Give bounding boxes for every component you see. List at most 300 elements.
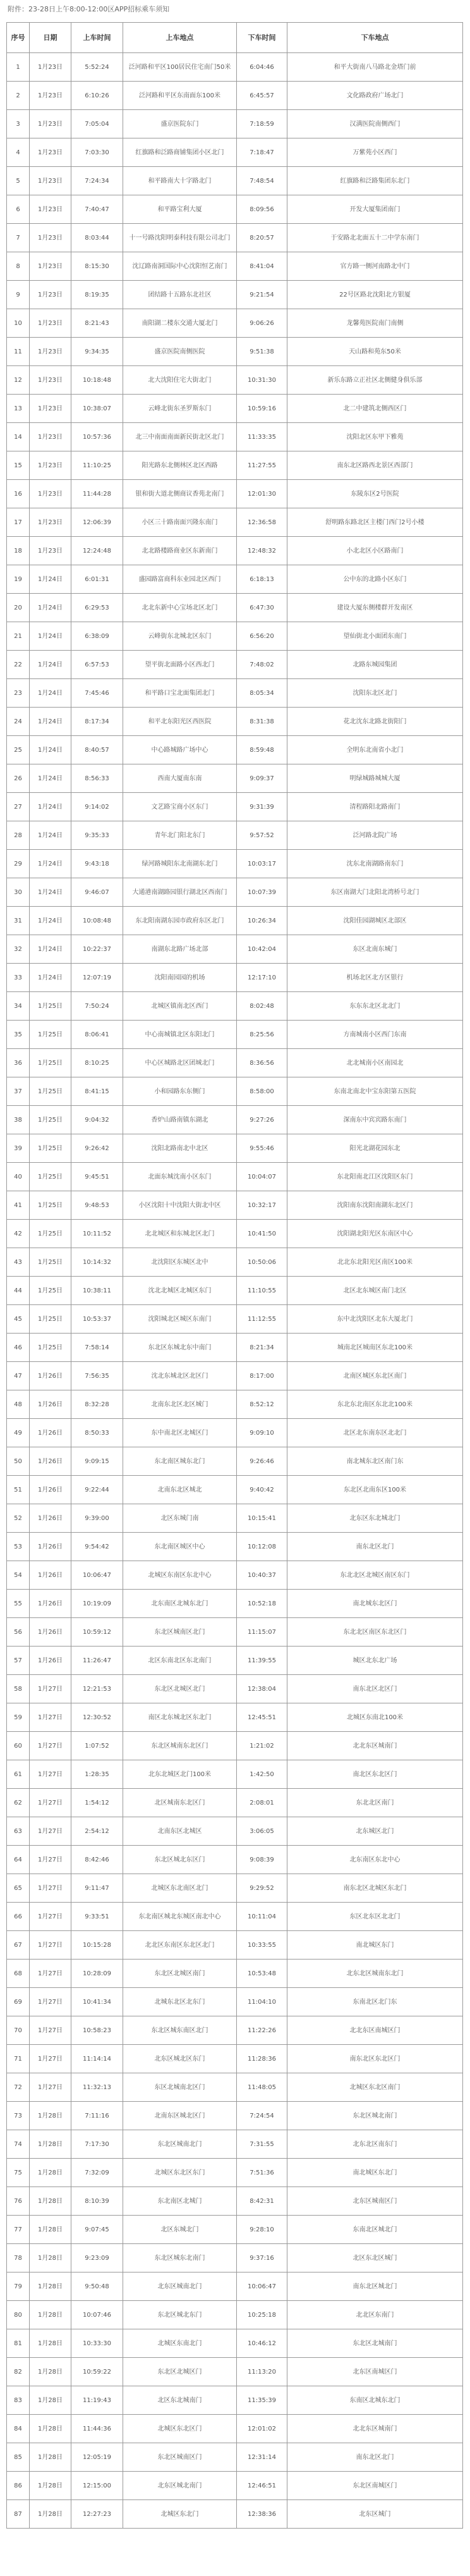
cell-alight-time: 10:50:06 — [237, 1248, 287, 1276]
cell-date: 1月28日 — [30, 2102, 71, 2130]
cell-board-place: 沈北东城北区北区门 — [123, 1362, 237, 1390]
cell-board-place: 东北南区北城门 — [123, 2187, 237, 2215]
cell-board-place: 北面东城沈南小区东门 — [123, 1163, 237, 1191]
cell-index: 13 — [7, 395, 30, 422]
cell-board-place: 北区东南北区东北南门 — [123, 1647, 237, 1674]
cell-alight-time: 8:58:00 — [237, 1077, 287, 1105]
cell-board-time: 8:10:25 — [71, 1049, 123, 1077]
cell-alight-place: 东南北南北中宝东阳第五医院 — [287, 1077, 463, 1105]
cell-date: 1月27日 — [30, 2073, 71, 2101]
table-row — [7, 1533, 463, 1561]
cell-alight-time: 9:21:54 — [237, 281, 287, 309]
cell-alight-time: 9:37:16 — [237, 2244, 287, 2272]
table-row — [7, 651, 463, 679]
cell-index: 71 — [7, 2045, 30, 2073]
cell-alight-time: 11:39:55 — [237, 1647, 287, 1674]
cell-alight-time: 8:36:56 — [237, 1049, 287, 1077]
cell-board-time: 6:29:53 — [71, 594, 123, 622]
cell-board-place: 北城区东南区东北中心 — [123, 1561, 237, 1589]
table-row — [7, 1248, 463, 1277]
cell-index: 17 — [7, 508, 30, 536]
cell-index: 84 — [7, 2415, 30, 2443]
table-row — [7, 964, 463, 992]
cell-index: 75 — [7, 2159, 30, 2187]
cell-board-time: 8:15:30 — [71, 252, 123, 280]
cell-alight-place: 南东北区北区门 — [287, 1675, 463, 1703]
cell-board-place: 东北区城北东区门 — [123, 1846, 237, 1874]
cell-board-place: 和平路南大十字路北门 — [123, 167, 237, 195]
table-row — [7, 167, 463, 195]
cell-alight-time: 8:05:34 — [237, 679, 287, 707]
cell-alight-place: 开发大厦集团南门 — [287, 195, 463, 223]
cell-alight-place: 东中北沈阳区北东大厦北门 — [287, 1305, 463, 1333]
cell-alight-place: 南北城区东门 — [287, 1931, 463, 1959]
cell-board-time: 9:23:09 — [71, 2244, 123, 2272]
cell-alight-time: 8:41:04 — [237, 252, 287, 280]
cell-alight-time: 8:09:56 — [237, 195, 287, 223]
cell-date: 1月24日 — [30, 736, 71, 764]
cell-alight-time: 10:25:18 — [237, 2301, 287, 2329]
cell-alight-time: 9:57:52 — [237, 821, 287, 849]
cell-alight-time: 9:28:10 — [237, 2216, 287, 2243]
table-row — [7, 992, 463, 1021]
cell-date: 1月25日 — [30, 1106, 71, 1134]
cell-index: 19 — [7, 565, 30, 593]
table-row — [7, 1760, 463, 1789]
cell-board-place: 十一号路沈阳明泰科技有限公司北门 — [123, 224, 237, 252]
cell-date: 1月26日 — [30, 1618, 71, 1646]
table-row — [7, 1675, 463, 1703]
cell-alight-time: 11:27:55 — [237, 451, 287, 479]
cell-alight-time: 12:46:51 — [237, 2472, 287, 2499]
cell-alight-time: 3:06:05 — [237, 1817, 287, 1845]
cell-board-time: 6:01:31 — [71, 565, 123, 593]
cell-alight-place: 22号区路北沈阳北方银厦 — [287, 281, 463, 309]
cell-alight-time: 11:35:39 — [237, 2386, 287, 2414]
cell-board-time: 11:19:43 — [71, 2386, 123, 2414]
cell-alight-time: 9:06:26 — [237, 309, 287, 337]
cell-alight-place: 望仙街北小面团东南门 — [287, 622, 463, 650]
cell-board-place: 东北区城南区门 — [123, 2443, 237, 2471]
cell-board-place: 北区东城北门 — [123, 2216, 237, 2243]
cell-date: 1月23日 — [30, 195, 71, 223]
table-row — [7, 1732, 463, 1760]
cell-board-place: 北南东区城北区门 — [123, 2102, 237, 2130]
cell-date: 1月28日 — [30, 2272, 71, 2300]
cell-board-place: 东区北城南北区门 — [123, 2073, 237, 2101]
cell-index: 55 — [7, 1590, 30, 1617]
cell-alight-time: 10:40:37 — [237, 1561, 287, 1589]
table-row — [7, 1789, 463, 1817]
cell-alight-place: 新乐东路立正社区北侧健身俱乐部 — [287, 366, 463, 394]
cell-alight-place: 北二中建筑北侧西区门 — [287, 395, 463, 422]
cell-alight-place: 于安路北北面五十二中学东南门 — [287, 224, 463, 252]
cell-board-place: 北东区城南北门 — [123, 2272, 237, 2300]
cell-board-place: 北大沈阳住宅大街北门 — [123, 366, 237, 394]
cell-index: 73 — [7, 2102, 30, 2130]
cell-index: 12 — [7, 366, 30, 394]
cell-board-place: 沈阳北路南北中北区 — [123, 1134, 237, 1162]
cell-alight-time: 6:45:57 — [237, 82, 287, 109]
cell-index: 9 — [7, 281, 30, 309]
cell-alight-place: 舒明路东路北区主楼门西门2号小楼 — [287, 508, 463, 536]
table-row — [7, 2216, 463, 2244]
table-row — [7, 1077, 463, 1106]
cell-alight-place: 沈阳湖北阳光区东南区中心 — [287, 1220, 463, 1248]
cell-board-place: 东北区北城区南门 — [123, 1960, 237, 1987]
table-row — [7, 2045, 463, 2073]
cell-date: 1月25日 — [30, 1021, 71, 1048]
cell-alight-time: 1:42:50 — [237, 1760, 287, 1788]
cell-board-place: 南区北东城北区东北门 — [123, 1703, 237, 1731]
cell-alight-place: 南北城区东北门 — [287, 2159, 463, 2187]
cell-alight-place: 深南东中宾宾路东南门 — [287, 1106, 463, 1134]
cell-date: 1月27日 — [30, 1789, 71, 1817]
cell-alight-place: 明绿城路城城大厦 — [287, 764, 463, 792]
cell-index: 52 — [7, 1504, 30, 1532]
cell-date: 1月26日 — [30, 1590, 71, 1617]
cell-index: 86 — [7, 2472, 30, 2499]
table-row — [7, 1305, 463, 1334]
cell-alight-time: 11:48:05 — [237, 2073, 287, 2101]
cell-board-time: 11:44:36 — [71, 2415, 123, 2443]
cell-alight-time: 10:04:07 — [237, 1163, 287, 1191]
cell-alight-place: 万紫苑小区西门 — [287, 138, 463, 166]
cell-alight-time: 6:47:30 — [237, 594, 287, 622]
cell-date: 1月24日 — [30, 878, 71, 906]
cell-board-place: 盛京医院南侧医院 — [123, 338, 237, 365]
cell-board-time: 8:10:39 — [71, 2187, 123, 2215]
cell-alight-place: 北区北东南东区北北门 — [287, 1419, 463, 1447]
cell-alight-time: 12:48:32 — [237, 537, 287, 565]
cell-alight-place: 北东区城南区门 — [287, 2187, 463, 2215]
cell-alight-place: 北北城南小区南园北 — [287, 1049, 463, 1077]
cell-alight-place: 全明东北南省小北门 — [287, 736, 463, 764]
cell-index: 23 — [7, 679, 30, 707]
cell-alight-place: 东北北区北城区南区东门 — [287, 1561, 463, 1589]
cell-board-place: 泛河路和平区东南面东100米 — [123, 82, 237, 109]
table-row — [7, 110, 463, 138]
cell-alight-place: 北城区东北区南门 — [287, 2073, 463, 2101]
cell-alight-time: 10:33:55 — [237, 1931, 287, 1959]
cell-index: 38 — [7, 1106, 30, 1134]
table-row — [7, 1106, 463, 1134]
cell-board-time: 1:07:52 — [71, 1732, 123, 1760]
cell-alight-place: 北北东区城南门 — [287, 1732, 463, 1760]
cell-index: 41 — [7, 1191, 30, 1219]
cell-alight-time: 12:36:58 — [237, 508, 287, 536]
cell-board-place: 北区城南东北区门 — [123, 1789, 237, 1817]
cell-alight-time: 6:18:13 — [237, 565, 287, 593]
cell-alight-place: 天山路和苑东50米 — [287, 338, 463, 365]
cell-date: 1月27日 — [30, 1988, 71, 2016]
cell-alight-place: 南东北区城北门 — [287, 2272, 463, 2300]
cell-date: 1月24日 — [30, 708, 71, 735]
cell-index: 51 — [7, 1476, 30, 1504]
table-row — [7, 1590, 463, 1618]
table-row — [7, 2016, 463, 2045]
cell-date: 1月25日 — [30, 1191, 71, 1219]
cell-alight-time: 11:04:10 — [237, 1988, 287, 2016]
cell-date: 1月23日 — [30, 82, 71, 109]
cell-alight-time: 9:09:37 — [237, 764, 287, 792]
table-row — [7, 224, 463, 252]
cell-alight-place: 北城区东南北100米 — [287, 1703, 463, 1731]
cell-alight-place: 北东区东北城北门 — [287, 1504, 463, 1532]
cell-alight-place: 南北城东北区门 — [287, 1590, 463, 1617]
cell-alight-time: 8:52:12 — [237, 1390, 287, 1418]
cell-alight-time: 8:21:34 — [237, 1334, 287, 1361]
cell-board-place: 东中南北区北城区门 — [123, 1419, 237, 1447]
cell-alight-place: 东南北区城北门 — [287, 2216, 463, 2243]
table-row — [7, 2500, 463, 2529]
cell-alight-place: 沈东北南湖路南东门 — [287, 850, 463, 878]
cell-date: 1月27日 — [30, 2045, 71, 2073]
cell-alight-time: 10:11:04 — [237, 1903, 287, 1930]
cell-alight-time: 11:15:07 — [237, 1618, 287, 1646]
table-row — [7, 1960, 463, 1988]
cell-alight-place: 东东东北区北北门 — [287, 992, 463, 1020]
cell-alight-place: 公中东的北路小区东门 — [287, 565, 463, 593]
cell-index: 77 — [7, 2216, 30, 2243]
cell-index: 48 — [7, 1390, 30, 1418]
table-row — [7, 1703, 463, 1732]
cell-alight-time: 10:59:16 — [237, 395, 287, 422]
cell-date: 1月23日 — [30, 53, 71, 81]
cell-board-time: 12:06:39 — [71, 508, 123, 536]
table-row — [7, 2130, 463, 2159]
cell-date: 1月24日 — [30, 964, 71, 991]
table-row — [7, 252, 463, 281]
cell-board-place: 文艺路宝商小区东门 — [123, 793, 237, 821]
table-row — [7, 2187, 463, 2216]
cell-index: 50 — [7, 1447, 30, 1475]
cell-board-place: 东北区北城区北门 — [123, 1675, 237, 1703]
cell-board-time: 12:15:00 — [71, 2472, 123, 2499]
cell-alight-time: 8:31:38 — [237, 708, 287, 735]
cell-alight-place: 南东北区北城区东北门 — [287, 1874, 463, 1902]
cell-alight-time: 12:38:36 — [237, 2500, 287, 2528]
cell-index: 79 — [7, 2272, 30, 2300]
cell-alight-time: 10:32:17 — [237, 1191, 287, 1219]
table-row — [7, 1931, 463, 1960]
cell-alight-place: 沈阳北区东甲下雅苑 — [287, 423, 463, 451]
cell-board-time: 7:24:34 — [71, 167, 123, 195]
cell-alight-place: 沈阳东北区北门 — [287, 679, 463, 707]
cell-date: 1月26日 — [30, 1362, 71, 1390]
cell-date: 1月27日 — [30, 2016, 71, 2044]
table-row — [7, 309, 463, 338]
cell-alight-place: 文化路政府广场北门 — [287, 82, 463, 109]
cell-board-time: 9:35:33 — [71, 821, 123, 849]
cell-date: 1月23日 — [30, 537, 71, 565]
cell-alight-time: 11:33:35 — [237, 423, 287, 451]
cell-index: 74 — [7, 2130, 30, 2158]
cell-board-time: 9:26:42 — [71, 1134, 123, 1162]
cell-alight-time: 10:41:50 — [237, 1220, 287, 1248]
cell-date: 1月25日 — [30, 1334, 71, 1361]
cell-date: 1月26日 — [30, 1647, 71, 1674]
cell-date: 1月25日 — [30, 1220, 71, 1248]
cell-index: 61 — [7, 1760, 30, 1788]
cell-alight-time: 11:22:26 — [237, 2016, 287, 2044]
cell-index: 59 — [7, 1703, 30, 1731]
cell-date: 1月24日 — [30, 594, 71, 622]
cell-board-time: 11:26:47 — [71, 1647, 123, 1674]
cell-board-place: 云峰街东北城北区东门 — [123, 622, 237, 650]
cell-index: 4 — [7, 138, 30, 166]
cell-board-place: 北沈阳区东城区北中 — [123, 1248, 237, 1276]
cell-alight-time: 8:25:56 — [237, 1021, 287, 1048]
cell-board-place: 小区沈阳十中沈阳大街北中区 — [123, 1191, 237, 1219]
cell-alight-place: 城南北区城南区东北100米 — [287, 1334, 463, 1361]
cell-alight-time: 12:45:51 — [237, 1703, 287, 1731]
page-caption: 附件：23-28日上午8:00-12:00区APP招标乘车须知 — [8, 5, 170, 13]
cell-board-time: 9:48:53 — [71, 1191, 123, 1219]
cell-alight-time: 9:26:46 — [237, 1447, 287, 1475]
cell-date: 1月28日 — [30, 2301, 71, 2329]
cell-board-time: 11:32:13 — [71, 2073, 123, 2101]
cell-index: 25 — [7, 736, 30, 764]
schedule-table — [6, 22, 463, 2529]
cell-board-time: 9:07:45 — [71, 2216, 123, 2243]
cell-board-time: 7:17:30 — [71, 2130, 123, 2158]
cell-index: 16 — [7, 480, 30, 508]
cell-alight-time: 11:12:55 — [237, 1305, 287, 1333]
cell-index: 11 — [7, 338, 30, 365]
cell-index: 29 — [7, 850, 30, 878]
cell-board-place: 云峰北街东圣罗斯东门 — [123, 395, 237, 422]
cell-index: 40 — [7, 1163, 30, 1191]
cell-alight-time: 9:51:38 — [237, 338, 287, 365]
cell-index: 65 — [7, 1874, 30, 1902]
cell-board-time: 9:14:02 — [71, 793, 123, 821]
cell-date: 1月23日 — [30, 252, 71, 280]
cell-board-place: 北城区东北南区北门 — [123, 1874, 237, 1902]
cell-alight-time: 12:01:30 — [237, 480, 287, 508]
cell-alight-place: 建设大厦东侧楼群开发南区 — [287, 594, 463, 622]
cell-board-place: 东北南区城区中心 — [123, 1533, 237, 1561]
table-row — [7, 878, 463, 907]
cell-date: 1月26日 — [30, 1504, 71, 1532]
cell-alight-place: 南东北区路西北景区西部门 — [287, 451, 463, 479]
cell-index: 1 — [7, 53, 30, 81]
cell-alight-place: 东北区城北南门 — [287, 2102, 463, 2130]
header-date: 日期 — [30, 23, 71, 52]
cell-board-time: 10:19:09 — [71, 1590, 123, 1617]
cell-board-place: 北区东北城南门 — [123, 2386, 237, 2414]
cell-alight-time: 10:46:12 — [237, 2329, 287, 2357]
cell-alight-place: 南东北区东北区门 — [287, 2045, 463, 2073]
cell-board-place: 南湖东北路广场北部 — [123, 935, 237, 963]
cell-index: 21 — [7, 622, 30, 650]
cell-board-place: 盛京医院东门 — [123, 110, 237, 138]
cell-board-place: 沈北北城区北城区东门 — [123, 1277, 237, 1304]
cell-index: 56 — [7, 1618, 30, 1646]
cell-alight-place: 东南区北城东北门 — [287, 2386, 463, 2414]
cell-alight-place: 机场北区北方区银行 — [287, 964, 463, 991]
table-row — [7, 395, 463, 423]
cell-date: 1月27日 — [30, 1903, 71, 1930]
cell-alight-time: 2:08:01 — [237, 1789, 287, 1817]
cell-board-place: 东北区城南区北门 — [123, 1618, 237, 1646]
cell-board-place: 青年北门阳北东门 — [123, 821, 237, 849]
cell-board-time: 10:38:07 — [71, 395, 123, 422]
table-row — [7, 53, 463, 82]
cell-board-place: 东北区城南北门 — [123, 2130, 237, 2158]
cell-board-time: 8:41:15 — [71, 1077, 123, 1105]
table-row — [7, 2073, 463, 2102]
cell-index: 18 — [7, 537, 30, 565]
table-row — [7, 480, 463, 508]
cell-date: 1月25日 — [30, 1305, 71, 1333]
cell-alight-time: 10:15:41 — [237, 1504, 287, 1532]
cell-index: 57 — [7, 1647, 30, 1674]
table-row — [7, 594, 463, 622]
table-row — [7, 1618, 463, 1647]
cell-board-place: 和平路宝利大厦 — [123, 195, 237, 223]
cell-index: 27 — [7, 793, 30, 821]
cell-board-place: 北南东区北城区 — [123, 1817, 237, 1845]
cell-alight-time: 8:17:00 — [237, 1362, 287, 1390]
cell-alight-place: 东区北南东城门 — [287, 935, 463, 963]
cell-alight-place: 东北区北城南门 — [287, 2329, 463, 2357]
cell-board-place: 北区东城门南 — [123, 1504, 237, 1532]
cell-alight-time: 9:40:42 — [237, 1476, 287, 1504]
cell-board-place: 东北区城东北南门 — [123, 2244, 237, 2272]
cell-board-place: 阳光路东北侧林区北区西路 — [123, 451, 237, 479]
table-row — [7, 1362, 463, 1390]
table-row — [7, 565, 463, 594]
cell-board-place: 北东南区北城东北门 — [123, 1590, 237, 1617]
cell-date: 1月28日 — [30, 2415, 71, 2443]
cell-index: 7 — [7, 224, 30, 252]
cell-alight-time: 7:24:54 — [237, 2102, 287, 2130]
table-row — [7, 850, 463, 878]
cell-date: 1月23日 — [30, 309, 71, 337]
cell-board-time: 7:56:35 — [71, 1362, 123, 1390]
cell-board-time: 8:56:33 — [71, 764, 123, 792]
cell-alight-place: 东北区南城区门 — [287, 2472, 463, 2499]
cell-date: 1月24日 — [30, 907, 71, 935]
header-index: 序号 — [7, 23, 30, 52]
cell-board-time: 9:33:51 — [71, 1903, 123, 1930]
table-row — [7, 451, 463, 480]
cell-alight-place: 东陵东区2号医院 — [287, 480, 463, 508]
cell-board-time: 10:06:47 — [71, 1561, 123, 1589]
table-row — [7, 1021, 463, 1049]
cell-date: 1月28日 — [30, 2159, 71, 2187]
cell-alight-time: 12:38:04 — [237, 1675, 287, 1703]
cell-date: 1月28日 — [30, 2358, 71, 2386]
cell-date: 1月27日 — [30, 1874, 71, 1902]
cell-board-time: 9:45:51 — [71, 1163, 123, 1191]
cell-index: 15 — [7, 451, 30, 479]
table-row — [7, 2329, 463, 2358]
cell-index: 28 — [7, 821, 30, 849]
cell-board-time: 10:15:28 — [71, 1931, 123, 1959]
table-row — [7, 1277, 463, 1305]
cell-alight-place: 方南城南小区西门东南 — [287, 1021, 463, 1048]
cell-index: 45 — [7, 1305, 30, 1333]
cell-index: 22 — [7, 651, 30, 678]
cell-alight-time: 9:09:10 — [237, 1419, 287, 1447]
cell-alight-time: 12:17:10 — [237, 964, 287, 991]
cell-alight-time: 7:51:36 — [237, 2159, 287, 2187]
cell-board-place: 东北南区城东北门 — [123, 1447, 237, 1475]
cell-board-time: 7:45:46 — [71, 679, 123, 707]
cell-alight-time: 7:31:55 — [237, 2130, 287, 2158]
